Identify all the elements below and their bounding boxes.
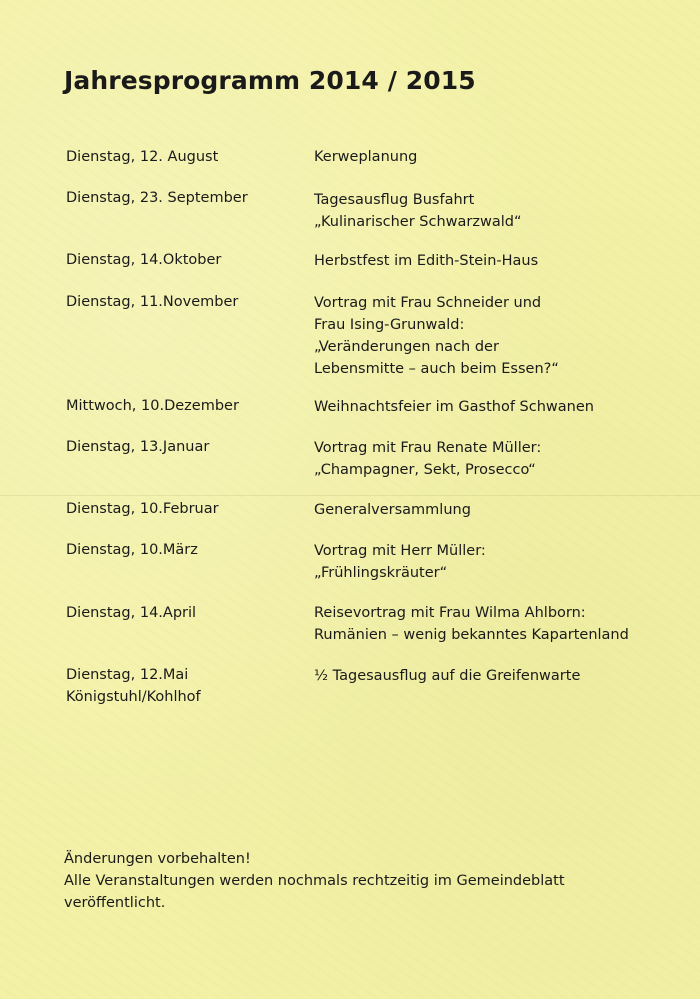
event-date	[66, 498, 219, 520]
footer-line: Alle Veranstaltungen werden nochmals rechtzeitig im Gemeindeblatt	[64, 873, 565, 889]
event-date-line: Dienstag, 10.März	[66, 542, 198, 558]
event-date	[66, 436, 209, 458]
footer-line: Änderungen vorbehalten!	[64, 851, 251, 867]
event-description	[314, 250, 538, 272]
event-date-line: Königstuhl/Kohlhof	[66, 689, 201, 705]
event-description-line: „Champagner, Sekt, Prosecco“	[314, 462, 536, 478]
event-description	[314, 540, 486, 584]
event-date	[66, 249, 221, 271]
event-date	[66, 146, 218, 168]
event-description-line: Tagesausflug Busfahrt	[314, 192, 475, 208]
event-description	[314, 396, 594, 418]
event-description-line: Weihnachtsfeier im Gasthof Schwanen	[314, 399, 594, 415]
event-description-line: ½ Tagesausflug auf die Greifenwarte	[314, 668, 581, 684]
event-description	[314, 437, 541, 481]
footer-line: veröffentlicht.	[64, 895, 166, 911]
paper-fold-line	[0, 495, 700, 496]
event-date-line: Dienstag, 23. September	[66, 190, 248, 206]
event-description-line: Vortrag mit Frau Schneider und	[314, 295, 542, 311]
event-date	[66, 395, 239, 417]
event-description-line: „Frühlingskräuter“	[314, 565, 448, 581]
event-description-line: „Kulinarischer Schwarzwald“	[314, 214, 522, 230]
event-description	[314, 499, 471, 521]
footer-notice	[64, 848, 565, 914]
event-date	[66, 602, 196, 624]
event-description	[314, 146, 417, 168]
event-description-line: Vortrag mit Herr Müller:	[314, 543, 486, 559]
event-date-line: Dienstag, 14.April	[66, 605, 197, 621]
event-date-line: Mittwoch, 10.Dezember	[66, 398, 239, 414]
event-date-line: Dienstag, 11.November	[66, 294, 239, 310]
page-title: Jahresprogramm 2014 / 2015	[64, 66, 476, 95]
event-description	[314, 189, 521, 233]
event-date-line: Dienstag, 12. August	[66, 149, 219, 165]
event-description	[314, 292, 559, 380]
event-description-line: Generalversammlung	[314, 502, 471, 518]
event-date-line: Dienstag, 10.Februar	[66, 501, 219, 517]
event-description	[314, 602, 629, 646]
event-date	[66, 664, 201, 708]
event-date	[66, 291, 238, 313]
event-date-line: Dienstag, 14.Oktober	[66, 252, 222, 268]
event-date-line: Dienstag, 12.Mai	[66, 667, 189, 683]
event-description-line: Rumänien – wenig bekanntes Kapartenland	[314, 627, 629, 643]
event-date	[66, 187, 248, 209]
event-description-line: Herbstfest im Edith-Stein-Haus	[314, 253, 539, 269]
event-description-line: Frau Ising-Grunwald:	[314, 317, 465, 333]
event-description-line: Lebensmitte – auch beim Essen?“	[314, 361, 559, 377]
event-description-line: Reisevortrag mit Frau Wilma Ahlborn:	[314, 605, 586, 621]
event-date	[66, 539, 198, 561]
event-description-line: Vortrag mit Frau Renate Müller:	[314, 440, 542, 456]
event-date-line: Dienstag, 13.Januar	[66, 439, 210, 455]
event-description-line: Kerweplanung	[314, 149, 418, 165]
event-description-line: „Veränderungen nach der	[314, 339, 499, 355]
event-description	[314, 665, 580, 687]
